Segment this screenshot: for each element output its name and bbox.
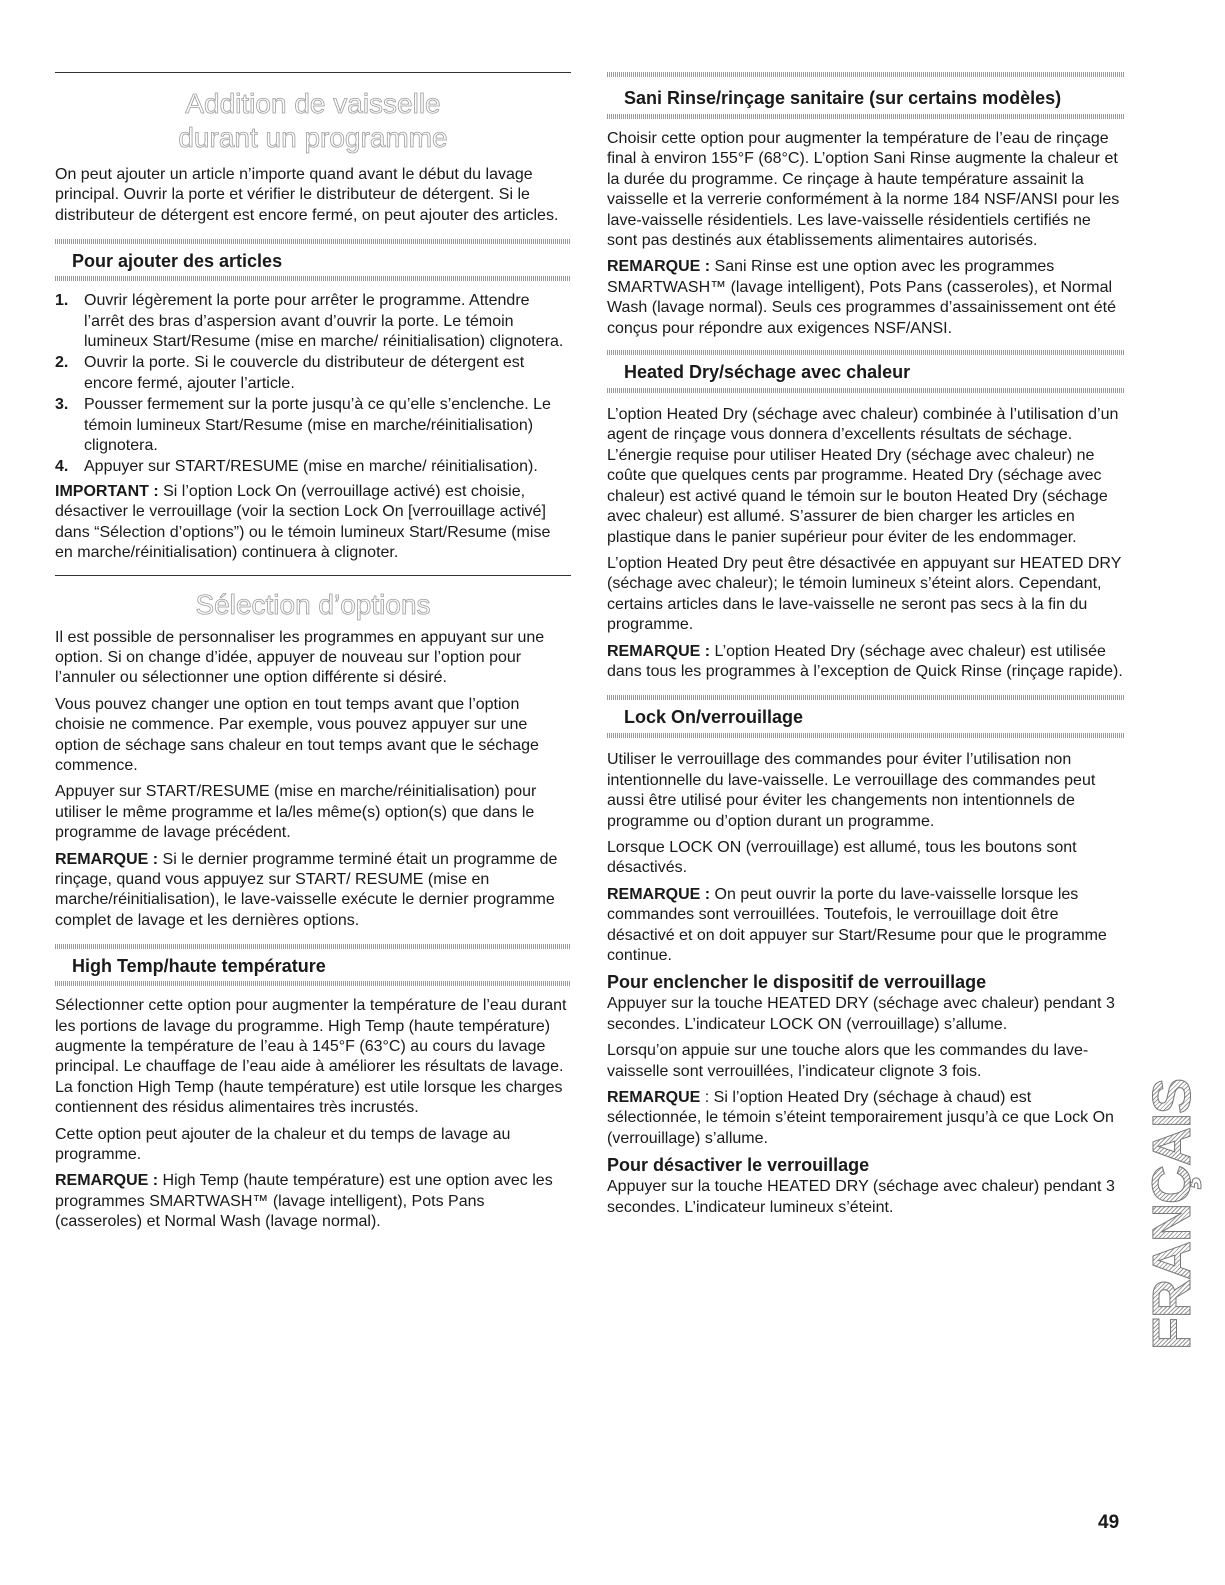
section-divider <box>607 72 1125 77</box>
list-item <box>55 291 571 352</box>
section-divider <box>55 276 571 281</box>
hightemp-heading: High Temp/haute température <box>72 956 326 977</box>
step-text: Ouvrir la porte. Si le couvercle du distributeur de détergent est encore fermé, ajouter l’article. <box>84 354 525 392</box>
top-rule <box>55 72 571 73</box>
engage-note-text: : Si l’option Heated Dry (séchage à chaud) est sélectionnée, le témoin s’éteint temporairement jusqu’à ce que Lock On (verrouillage) s’allume. <box>607 1089 1114 1147</box>
heated-p1: L’option Heated Dry (séchage avec chaleur) combinée à l’utilisation d’un agent de rinçage vous donnera d’excellents résultats de séchage. L’énergie requise pour utiliser Heated Dry (séchage avec chaleur) ne coûte que quelques cents par programme. Heated Dry (séchage avec chaleur) est activé quand le témoin sur le bouton Heated Dry (séchage avec chaleur) est allumé. S’assurer de bien charger les articles en plastique dans le panier supérieur pour éviter de les endommager. <box>607 406 1119 546</box>
language-side-tab <box>1142 1078 1202 1350</box>
addition-text: On peut ajouter un article n’importe quand avant le début du lavage principal. Ouvrir la porte et vérifier le distributeur de détergent. Si le distributeur de détergent est encore fermé, on peut ajouter des articles. <box>55 166 559 224</box>
lock-note <box>607 885 1125 967</box>
selection-title: Sélection d’options <box>195 588 431 620</box>
lock-note-text: On peut ouvrir la porte du lave-vaisselle lorsque les commandes sont verrouillées. Toutefois, le verrouillage doit être désactivé et on doit appuyer sur Start/Resume pour que le programme continue. <box>607 885 1107 964</box>
addition-title <box>55 87 571 155</box>
remarque-label: REMARQUE : <box>607 258 711 276</box>
step-number: 3. <box>55 396 69 414</box>
engage-heading: Pour enclencher le dispositif de verrouillage <box>607 972 987 993</box>
heated-note <box>607 642 1125 683</box>
section-rule <box>55 575 571 576</box>
hightemp-note <box>55 1171 571 1232</box>
hightemp-p2: Cette option peut ajouter de la chaleur et du temps de lavage au programme. <box>55 1125 511 1164</box>
list-item <box>55 395 571 456</box>
section-divider <box>55 981 571 986</box>
remarque-label: REMARQUE : <box>55 850 159 868</box>
step-number: 1. <box>55 292 69 310</box>
selection-p2: Vous pouvez changer une option en tout temps avant que l’option choisie ne commence. Par exemple, vous pouvez appuyer sur une option de séchage sans chaleur en tout temps avant que le séchage commence. <box>55 695 539 774</box>
selection-p1: Il est possible de personnaliser les programmes en appuyant sur une option. Si on change d’idée, appuyer de nouveau sur l’option pour l’annuler ou sélectionner une option différente si désiré. <box>55 628 545 687</box>
step-number: 4. <box>55 458 69 476</box>
language-side-tab-label: FRANÇAIS <box>1142 1079 1202 1350</box>
lock-heading: Lock On/verrouillage <box>624 707 804 728</box>
page-number: 49 <box>1098 1512 1120 1533</box>
section-divider <box>55 239 571 244</box>
disable-heading: Pour désactiver le verrouillage <box>607 1155 870 1176</box>
engage-note <box>607 1088 1125 1149</box>
sani-heading: Sani Rinse/rinçage sanitaire (sur certains modèles) <box>624 88 1062 108</box>
lock-p2: Lorsque LOCK ON (verrouillage) est allumé, tous les boutons sont désactivés. <box>607 838 1077 877</box>
section-divider <box>607 114 1125 119</box>
hightemp-p1: Sélectionner cette option pour augmenter la température de l’eau durant les portions de lavage du programme. High Temp (haute température) augmente la température de l’eau à 145°F (63°C) au cours du lavage principal. Le chauffage de l’eau aide à améliorer les résultats de lavage. La fonction High Temp (haute température) est utile lorsque les charges contiennent des résidus alimentaires très incrustés. <box>55 997 567 1117</box>
step-text: Appuyer sur START/RESUME (mise en marche/ réinitialisation). <box>84 458 538 476</box>
steps-list <box>55 291 571 478</box>
selection-note-text: Si le dernier programme terminé était un programme de rinçage, quand vous appuyez sur START/ RESUME (mise en marche/réinitialisation), le lave-vaisselle exécute le dernier programme complet de lavage et les dernières options. <box>55 850 558 929</box>
sani-p1: Choisir cette option pour augmenter la température de l’eau de rinçage final à environ 155°F (68°C). L’option Sani Rinse augmente la chaleur et la durée du programme. Ce rinçage à haute température assainit la vaisselle et la verrerie conformément à la norme 184 NSF/ANSI pour les lave-vaisselle résidentiels. Les lave-vaisselle résidentiels certifiés ne sont pas destinés aux établissements alimentaires autorisés. <box>607 130 1120 250</box>
disable-p1: Appuyer sur la touche HEATED DRY (séchage avec chaleur) pendant 3 secondes. L’indicateur lumineux s’éteint. <box>607 1178 1115 1216</box>
addition-title-line2: durant un programme <box>178 122 448 153</box>
heated-note-text: L’option Heated Dry (séchage avec chaleur) est utilisée dans tous les programmes à l’exception de Quick Rinse (rinçage rapide). <box>607 642 1123 680</box>
remarque-label: REMARQUE : <box>607 642 711 660</box>
engage-p2: Lorsqu’on appuie sur une touche alors que les commandes du lave-vaisselle sont verrouillées, l’indicateur clignote 3 fois. <box>607 1042 1089 1080</box>
left-column <box>55 0 571 1233</box>
important-text: Si l’option Lock On (verrouillage activé) est choisie, désactiver le verrouillage (voir la section Lock On [verrouillage activé] dans “Sélection d’options”) ou le témoin lumineux Start/Resume (mise en marche/réinitialisation) continuera à clignoter. <box>55 482 551 562</box>
list-item <box>55 457 571 477</box>
section-divider <box>607 733 1125 738</box>
selection-note <box>55 850 571 932</box>
section-divider <box>55 944 571 949</box>
heated-p2: L’option Heated Dry peut être désactivée en appuyant sur HEATED DRY (séchage avec chaleur); le témoin lumineux s’éteint alors. Cependant, certains articles dans le lave-vaisselle ne seront pas secs à la fin du programme. <box>607 554 1122 634</box>
remarque-label: REMARQUE <box>607 1089 701 1107</box>
right-column <box>607 0 1125 1218</box>
sani-note-text: Sani Rinse est une option avec les programmes SMARTWASH™ (lavage intelligent), Pots Pans (casseroles), et Normal Wash (lavage normal). Seuls ces programmes d’assainissement ont été conçus pour répondre aux exigences NSF/ANSI. <box>607 258 1116 337</box>
important-label: IMPORTANT : <box>55 482 159 500</box>
engage-p1: Appuyer sur la touche HEATED DRY (séchage avec chaleur) pendant 3 secondes. L’indicateur LOCK ON (verrouillage) s’allume. <box>607 995 1115 1033</box>
remarque-label: REMARQUE : <box>607 885 711 903</box>
section-divider <box>607 388 1125 393</box>
lock-p1: Utiliser le verrouillage des commandes pour éviter l’utilisation non intentionnelle du lave-vaisselle. Le verrouillage des commandes peut aussi être utilisé pour éviter les changements non intentionnels de programme ou d’option durant un programme. <box>607 751 1096 830</box>
section-divider <box>607 350 1125 355</box>
step-number: 2. <box>55 354 69 372</box>
selection-p3: Appuyer sur START/RESUME (mise en marche/réinitialisation) pour utiliser le même programme et la/les même(s) option(s) que dans le programme de lavage précédent. <box>55 783 537 842</box>
pour-ajouter-heading: Pour ajouter des articles <box>72 251 283 272</box>
step-text: Ouvrir légèrement la porte pour arrêter le programme. Attendre l’arrêt des bras d’aspersion avant d’ouvrir la porte. Le témoin lumineux Start/Resume (mise en marche/ réinitialisation) clignotera. <box>84 292 564 351</box>
sani-note <box>607 257 1125 339</box>
section-divider <box>607 695 1125 700</box>
addition-title-line1: Addition de vaisselle <box>185 88 441 119</box>
hightemp-note-text: High Temp (haute température) est une option avec les programmes SMARTWASH™ (lavage intelligent), Pots Pans (casseroles) et Normal Wash (lavage normal). <box>55 1172 553 1231</box>
remarque-label: REMARQUE : <box>55 1172 159 1190</box>
list-item <box>55 353 571 394</box>
step-text: Pousser fermement sur la porte jusqu’à ce qu’elle s’enclenche. Le témoin lumineux Start/Resume (mise en marche/réinitialisation) clignotera. <box>84 396 551 455</box>
important-note <box>55 482 571 564</box>
heated-heading: Heated Dry/séchage avec chaleur <box>624 362 911 383</box>
